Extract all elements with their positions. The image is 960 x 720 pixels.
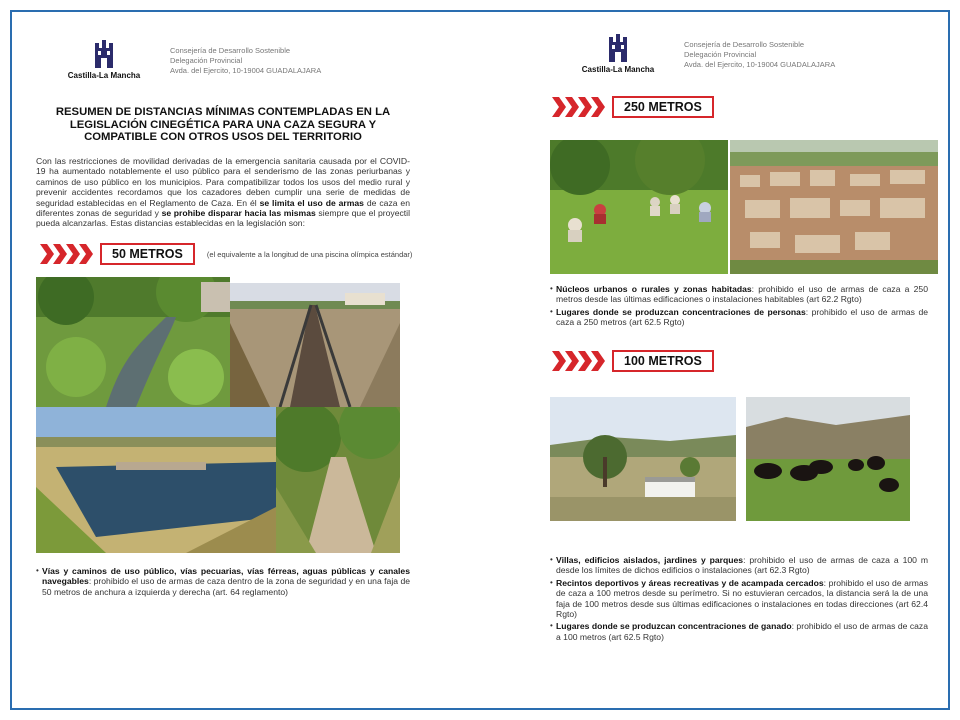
red-chevrons-icon — [552, 351, 604, 371]
document-title — [46, 106, 400, 144]
logo-text: Castilla-La Mancha — [581, 65, 655, 74]
bullet-dot: • — [550, 284, 553, 293]
org-line: Avda. del Ejercito, 10-19004 GUADALAJARA — [684, 60, 836, 69]
distance-label: 50 METROS — [100, 243, 195, 265]
photo-town-aerial — [730, 140, 938, 274]
castle-icon — [93, 40, 115, 70]
bullet-dot: • — [36, 566, 39, 575]
bullets-100m — [550, 555, 928, 644]
distance-label: 100 METROS — [612, 350, 714, 372]
castilla-la-mancha-logo — [581, 34, 655, 74]
bullet-text: : prohibido el uso de armas de caza a 100 metros desde su perímetro. Si no estuvieran cercados, la distancia será la de una faja de 100 metros desde sus últimas edificaciones o instalaciones en todas direcciones (art 62.4 Rgto) — [556, 577, 929, 620]
photo-dirt-path — [276, 407, 400, 553]
org-address — [684, 34, 835, 70]
list-item — [550, 621, 928, 642]
bullets-250m — [550, 284, 928, 330]
list-item — [550, 555, 928, 576]
red-chevrons-icon — [40, 244, 92, 264]
bullet-bold: Vías y caminos de uso público, vías pecuarias, vías férreas, aguas públicas y canales navegables — [42, 566, 410, 587]
bullet-text: : prohibido el uso de armas de caza a 250 metros desde las últimas edificaciones o instalaciones habitables (art 62.2 Rgto) — [556, 284, 928, 305]
bullet-bold: Recintos deportivos y áreas recreativas y de acampada cercados — [556, 577, 824, 588]
distance-250m-heading — [552, 96, 714, 118]
bullet-bold: Lugares donde se produzcan concentraciones de personas — [556, 306, 806, 317]
title-line: RESUMEN DE DISTANCIAS MÍNIMAS CONTEMPLADAS EN LA — [55, 106, 391, 118]
org-line: Delegación Provincial — [684, 50, 757, 59]
list-item — [550, 307, 928, 328]
bullets-50m — [36, 566, 410, 599]
photo-railway — [230, 283, 400, 407]
castle-icon — [607, 34, 629, 64]
photo-canal — [36, 407, 276, 553]
header-right — [581, 34, 836, 74]
castilla-la-mancha-logo — [67, 40, 141, 80]
bullet-dot: • — [550, 555, 553, 564]
bullet-text: : prohibido el uso de armas de caza a 250 metros (art 62.5 Rgto) — [556, 306, 928, 328]
logo-text: Castilla-La Mancha — [67, 71, 141, 80]
title-line: COMPATIBLE CON OTROS USOS DEL TERRITORIO — [84, 131, 362, 143]
intro-bold: se limita el uso de armas — [259, 197, 364, 208]
list-item — [36, 566, 410, 597]
distance-label: 250 METROS — [612, 96, 714, 118]
intro-text: siempre que el proyectil pueda alcanzarlas. Estas distancias establecidas en la legislación son: — [36, 208, 410, 229]
org-line: Avda. del Ejercito, 10-19004 GUADALAJARA — [170, 66, 322, 75]
bullet-bold: Lugares donde se produzcan concentraciones de ganado — [556, 621, 792, 632]
list-item — [550, 284, 928, 305]
org-line: Delegación Provincial — [170, 56, 243, 65]
photo-stream — [36, 277, 230, 407]
intro-bold: se prohibe disparar hacia las mismas — [161, 208, 316, 219]
bullet-bold: Núcleos urbanos o rurales y zonas habitadas — [556, 284, 752, 294]
distance-note: (el equivalente a la longitud de una piscina olímpica estándar) — [206, 249, 413, 259]
bullet-bold: Villas, edificios aislados, jardines y parques — [556, 555, 744, 565]
bullet-dot: • — [550, 621, 553, 631]
distance-50m-heading — [40, 243, 412, 265]
intro-text: de caza en diferentes zonas de seguridad y — [36, 197, 410, 219]
bullet-text: : prohibido el uso de armas de caza a 100 metros (art 62.5 Rgto) — [556, 621, 929, 642]
title-line: LEGISLACIÓN CINEGÉTICA PARA UNA CAZA SEGURA Y — [69, 118, 377, 131]
red-chevrons-icon — [552, 97, 604, 117]
distance-100m-heading — [552, 350, 714, 372]
header-left — [67, 40, 322, 80]
intro-paragraph — [36, 156, 410, 229]
bullet-dot: • — [550, 577, 553, 587]
org-address — [170, 40, 321, 76]
intro-text: Con las restricciones de movilidad derivadas de la emergencia sanitaria causada por el COVID-19 ha aumentado notablemente el uso público para el senderismo de las zonas periurbanas y caminos de uso público en los municipios. Para compatibilizar todos los usos del medio rural y prevenir accidentes recordamos que los cazadores deben cumplir una serie de medidas de seguridad establecidas en el Reglamento de Caza. En él — [36, 156, 410, 208]
org-line: Consejería de Desarrollo Sostenible — [170, 46, 291, 55]
list-item — [550, 578, 928, 620]
bullet-dot: • — [550, 306, 553, 316]
bullet-text: : prohibido el uso de armas de caza a 100 m desde los límites de dichos edificios o instalaciones (art 62.3 Rgto) — [556, 555, 928, 576]
photo-isolated-house — [550, 397, 736, 521]
bullet-text: : prohibido el uso de armas de caza dentro de la zona de seguridad y en una faja de 50 metros de anchura a izquierda y derecha (art. 64 reglamento) — [42, 576, 410, 597]
photo-people-in-field — [550, 140, 728, 274]
photo-cattle — [746, 397, 910, 521]
org-line: Consejería de Desarrollo Sostenible — [684, 40, 805, 49]
